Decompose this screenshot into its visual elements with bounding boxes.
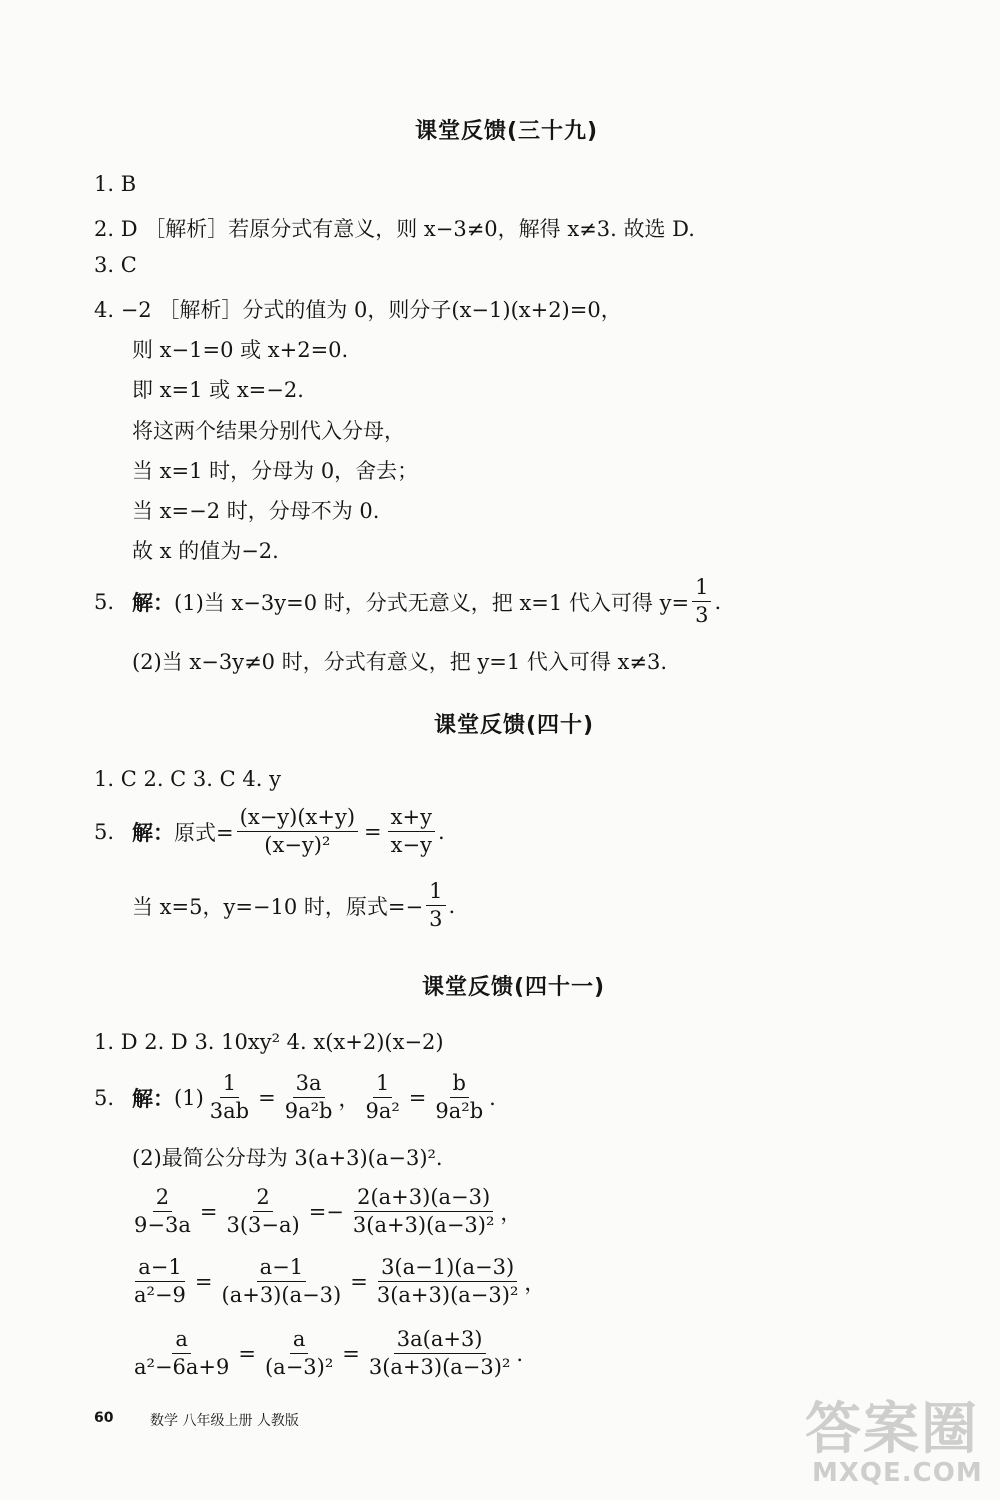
fraction-denominator: 9a²b xyxy=(284,1099,333,1124)
s39-answer-3: 3. C xyxy=(94,253,137,277)
eq3-frac-1 xyxy=(131,1328,232,1379)
equals-sign: = xyxy=(199,1199,218,1224)
fraction-numerator: 1 xyxy=(426,880,445,906)
s40-answers-1-4: 1. C 2. C 3. C 4. y xyxy=(94,767,281,791)
fraction-numerator: a−1 xyxy=(257,1256,306,1282)
fraction-denominator: 9a² xyxy=(365,1099,400,1124)
s39-answer-4-line6: 当 x=−2 时，分母不为 0. xyxy=(132,499,380,523)
fraction-numerator: 1 xyxy=(373,1072,392,1098)
fraction-numerator: b xyxy=(450,1072,469,1098)
fraction-denominator: 9a²b xyxy=(435,1099,484,1124)
fraction-numerator: 2 xyxy=(153,1186,172,1212)
s41-answers-1-4: 1. D 2. D 3. 10xy² 4. x(x+2)(x−2) xyxy=(94,1030,444,1054)
comma: ， xyxy=(500,1200,522,1225)
eq3-frac-2 xyxy=(262,1328,336,1379)
equals-sign: = xyxy=(258,1085,276,1110)
fraction-denominator: (x−y)² xyxy=(264,833,331,858)
watermark-logo: 答案圈 xyxy=(805,1397,979,1462)
period: . xyxy=(489,1085,496,1110)
s39-answer-4-line7: 故 x 的值为−2. xyxy=(132,539,279,563)
s40-5-line2-fraction xyxy=(426,880,445,931)
fraction-numerator: 3a xyxy=(293,1072,325,1098)
eq2-frac-1 xyxy=(131,1256,189,1307)
s40-5-line2-text: 当 x=5，y=−10 时，原式=− xyxy=(132,894,424,919)
s39-5-text: (1)当 x−3y=0 时，分式无意义，把 x=1 代入可得 y= xyxy=(174,590,690,615)
s40-5-solve: 解： xyxy=(132,820,175,845)
s39-answer-5 xyxy=(94,576,721,627)
s39-5-fraction xyxy=(692,576,711,627)
section-40-title: 课堂反馈(四十) xyxy=(434,713,595,738)
s41-equation-2 xyxy=(128,1256,545,1307)
s39-answer-4-line4: 将这两个结果分别代入分母， xyxy=(132,419,405,443)
eq1-frac-2 xyxy=(223,1186,302,1237)
s39-5-label: 5. xyxy=(94,589,115,614)
fraction-numerator: a xyxy=(290,1328,309,1354)
fraction-numerator: a xyxy=(172,1328,191,1354)
footer-book-info: 数学 八年级上册 人教版 xyxy=(150,1413,299,1429)
equals-sign: = xyxy=(342,1341,360,1366)
s40-5-text: 原式= xyxy=(174,820,234,845)
s39-5-solve: 解： xyxy=(132,590,175,615)
fraction-denominator: x−y xyxy=(390,833,432,858)
fraction-denominator: a²−6a+9 xyxy=(134,1355,230,1380)
page-number: 60 xyxy=(94,1410,114,1426)
fraction-numerator: 2 xyxy=(253,1186,272,1212)
period: . xyxy=(714,589,722,614)
fraction-numerator: (x−y)(x+y) xyxy=(237,806,358,832)
s40-5-fraction-1 xyxy=(237,806,358,857)
eq1-frac-1 xyxy=(131,1186,194,1237)
s39-answer-4-line3: 即 x=1 或 x=−2. xyxy=(132,378,304,402)
s39-answer-4-line2: 则 x−1=0 或 x+2=0. xyxy=(132,338,349,362)
s41-answer-5 xyxy=(94,1072,496,1123)
equals-sign: = xyxy=(408,1085,427,1110)
s41-equation-3 xyxy=(128,1328,523,1379)
period: . xyxy=(516,1341,524,1366)
s41-5-label: 5. xyxy=(94,1085,115,1110)
section-39-title: 课堂反馈(三十九) xyxy=(415,119,599,144)
fraction-numerator: 1 xyxy=(220,1072,239,1098)
equals-sign: = xyxy=(238,1341,256,1366)
fraction-denominator: 3ab xyxy=(209,1099,250,1124)
eq2-frac-2 xyxy=(219,1256,345,1307)
fraction-denominator: a²−9 xyxy=(134,1283,186,1308)
s41-5-frac-a xyxy=(207,1072,252,1123)
s40-answer-5-line2 xyxy=(132,880,455,931)
equals-minus: =− xyxy=(308,1199,344,1224)
s39-answer-1: 1. B xyxy=(94,172,137,196)
fraction-denominator: 9−3a xyxy=(134,1213,191,1238)
equals-sign: = xyxy=(350,1269,368,1294)
fraction-denominator: 3 xyxy=(695,603,709,628)
fraction-denominator: 3(a+3)(a−3)² xyxy=(376,1283,519,1308)
part-label: (1) xyxy=(174,1085,204,1110)
s39-answer-4: 4. −2 ［解析］分式的值为 0，则分子(x−1)(x+2)=0， xyxy=(94,298,622,322)
s40-answer-5 xyxy=(94,806,445,857)
comma: ， xyxy=(338,1086,360,1111)
fraction-denominator: 3(a+3)(a−3)² xyxy=(368,1355,511,1380)
s41-5-solve: 解： xyxy=(132,1086,175,1111)
s41-5-frac-b xyxy=(282,1072,336,1123)
fraction-numerator: 2(a+3)(a−3) xyxy=(354,1186,493,1212)
fraction-denominator: (a+3)(a−3) xyxy=(221,1283,342,1308)
fraction-denominator: (a−3)² xyxy=(264,1355,334,1380)
fraction-denominator: 3(a+3)(a−3)² xyxy=(352,1213,495,1238)
s40-5-label: 5. xyxy=(94,819,115,844)
section-41-title: 课堂反馈(四十一) xyxy=(422,975,606,1000)
period: . xyxy=(437,819,445,844)
fraction-denominator: 3 xyxy=(429,907,443,932)
s39-answer-5-part2: (2)当 x−3y≠0 时，分式有意义，把 y=1 代入可得 x≠3. xyxy=(132,650,668,674)
s41-equation-1 xyxy=(128,1186,521,1237)
s41-answer-5-part2: (2)最简公分母为 3(a+3)(a−3)². xyxy=(132,1146,443,1170)
eq2-frac-3 xyxy=(374,1256,522,1307)
s41-5-frac-c xyxy=(362,1072,402,1123)
period: . xyxy=(448,893,456,918)
fraction-numerator: x+y xyxy=(388,806,435,832)
eq1-frac-3 xyxy=(350,1186,498,1237)
fraction-numerator: 3(a−1)(a−3) xyxy=(378,1256,517,1282)
eq3-frac-3 xyxy=(366,1328,514,1379)
fraction-numerator: 1 xyxy=(692,576,711,602)
fraction-numerator: 3a(a+3) xyxy=(394,1328,486,1354)
s39-answer-4-line5: 当 x=1 时，分母为 0，舍去； xyxy=(132,459,419,483)
equals-sign: = xyxy=(194,1269,213,1294)
equals-sign: = xyxy=(364,819,382,844)
fraction-numerator: a−1 xyxy=(135,1256,184,1282)
comma: ， xyxy=(524,1270,546,1295)
watermark-url: MXQE.COM xyxy=(812,1458,983,1488)
s40-5-fraction-2 xyxy=(388,806,435,857)
s41-5-frac-d xyxy=(432,1072,486,1123)
s39-answer-2: 2. D ［解析］若原分式有意义，则 x−3≠0，解得 x≠3. 故选 D. xyxy=(94,217,695,241)
fraction-denominator: 3(3−a) xyxy=(226,1213,300,1238)
